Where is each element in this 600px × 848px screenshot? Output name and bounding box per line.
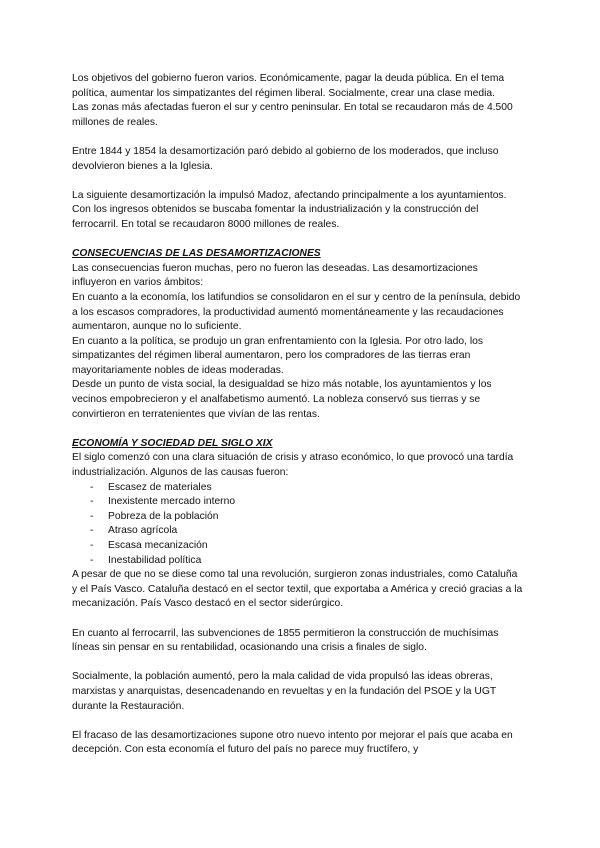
spacer xyxy=(72,422,524,437)
paragraph-madoz: La siguiente desamortización la impulsó Madoz, afectando principalmente a los ayuntamientos. Con los ingresos obtenidos se buscaba fomentar la industrialización y la construcción del ferrocarril. En total se recaudaron 8000 millones de reales. xyxy=(72,189,507,230)
paragraph-economia: En cuanto a la economía, los latifundios se consolidaron en el sur y centro de la península, debido a los escasos compradores, la productividad aumentó momentáneamente y las recaudaciones aumentaron, aunque no lo suficiente. xyxy=(72,291,521,333)
paragraph-consecuencias-intro: Las consecuencias fueron muchas, pero no fueron las deseadas. Las desamortizaciones influyeron en varios ámbitos: xyxy=(72,262,478,289)
heading-consecuencias: CONSECUENCIAS DE LAS DESAMORTIZACIONES xyxy=(72,248,321,260)
paragraph-socialmente: Socialmente, la población aumentó, pero la mala calidad de vida propulsó las ideas obreras, marxistas y anarquistas, desencadenando en revueltas y en la fundación del PSOE y la UGT durante la Restauración. xyxy=(72,671,496,712)
list-item: - Inexistente mercado interno xyxy=(72,495,524,510)
paragraph-fracaso: El fracaso de las desamortizaciones supone otro nuevo intento por mejorar el país que acaba en decepción. Con esta economía el futuro del país no parece muy fructífero, y xyxy=(72,729,513,756)
list-item: - Inestabilidad política xyxy=(72,554,524,569)
paragraph-zonas-industriales: A pesar de que no se diese como tal una revolución, surgieron zonas industriales, como Cataluña y el País Vasco. Cataluña destacó en el sector textil, que exportaba a América y creció gracias a la mecanización. País Vasco destacó en el sector siderúrgico. xyxy=(72,569,523,610)
spacer xyxy=(72,612,524,627)
paragraph-ferrocarril: En cuanto al ferrocarril, las subvenciones de 1855 permitieron la construcción de muchísimas líneas sin pensar en su rentabilidad, ocasionando una crisis a finales de siglo. xyxy=(72,627,499,654)
list-item: - Escasa mecanización xyxy=(72,539,524,554)
spacer xyxy=(72,130,524,145)
paragraph-objetivos: Los objetivos del gobierno fueron varios. Económicamente, pagar la deuda pública. En el tema política, aumentar los simpatizantes del régimen liberal. Socialmente, crear una clase media. xyxy=(72,73,505,99)
list-item: - Atraso agrícola xyxy=(72,524,524,539)
paragraph-zonas: Las zonas más afectadas fueron el sur y centro peninsular. En total se recaudaron más de 4.500 millones de reales. xyxy=(72,102,513,128)
document-page xyxy=(72,72,524,758)
spacer xyxy=(72,714,524,729)
spacer xyxy=(72,656,524,671)
spacer xyxy=(72,233,524,248)
paragraph-1844-1854: Entre 1844 y 1854 la desamortización paró debido al gobierno de los moderados, que incluso devolvieron bienes a la Iglesia. xyxy=(72,145,499,172)
paragraph-politica: En cuanto a la política, se produjo un gran enfrentamiento con la Iglesia. Por otro lado, los simpatizantes del régimen liberal aumentaron, pero los compradores de las tierras eran mayoritariamente nobles de ideas moderadas. xyxy=(72,335,483,376)
spacer xyxy=(72,174,524,189)
list-item: - Escasez de materiales xyxy=(72,481,524,496)
paragraph-social: Desde un punto de vista social, la desigualdad se hizo más notable, los ayuntamientos y los vecinos empobrecieron y el analfabetismo aumentó. La nobleza conservó sus tierras y se convirtieron en terratenientes que vivían de las rentas. xyxy=(72,379,492,420)
heading-economia-sociedad: ECONOMÍA Y SOCIEDAD DEL SIGLO XIX xyxy=(72,437,273,449)
causes-list xyxy=(72,481,524,569)
list-item: - Pobreza de la población xyxy=(72,510,524,525)
paragraph-siglo-intro: El siglo comenzó con una clara situación de crisis y atraso económico, lo que provocó una tardía industrialización. Algunos de las causas fueron: xyxy=(72,452,514,479)
